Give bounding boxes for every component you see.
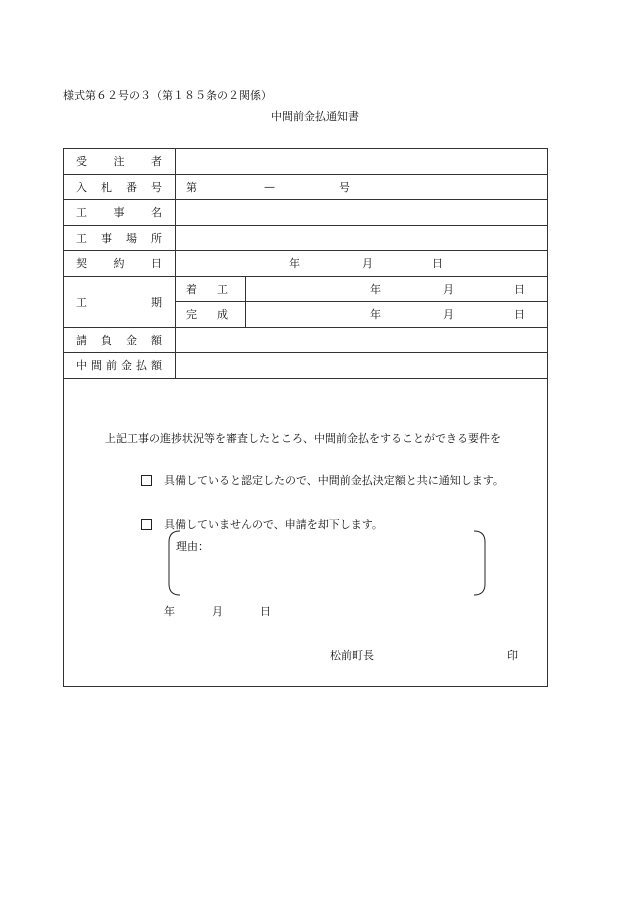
contractor-label: 受注者 xyxy=(64,149,176,175)
finish-label: 完成 xyxy=(176,302,246,328)
rejected-checkbox[interactable] xyxy=(141,519,152,530)
start-month: 月 xyxy=(443,282,454,296)
row-contract-amount xyxy=(64,327,548,353)
interim-amount-label: 中間前金払額 xyxy=(64,353,176,379)
contract-amount-value xyxy=(176,327,548,353)
contractor-value xyxy=(176,149,548,175)
work-name-value xyxy=(176,200,548,226)
interim-amount-value xyxy=(176,353,548,379)
reason-bracket xyxy=(168,530,486,596)
contract-date-label: 契約日 xyxy=(64,251,176,277)
notice-date-day: 日 xyxy=(260,605,271,618)
finish-month: 月 xyxy=(443,308,454,322)
document-title: 中間前金払通知書 xyxy=(271,110,359,123)
row-bid-number xyxy=(64,174,548,200)
contract-date-value xyxy=(176,251,548,277)
contract-year: 年 xyxy=(289,257,300,271)
work-place-value xyxy=(176,225,548,251)
bid-number-label: 入札番号 xyxy=(64,174,176,200)
option-rejected-text: 具備していませんので、申請を却下します。 xyxy=(164,518,383,531)
start-label: 着工 xyxy=(176,276,246,302)
option-approved xyxy=(141,472,504,488)
work-name-label: 工事名 xyxy=(64,200,176,226)
signer-name: 松前町長 xyxy=(330,649,374,662)
bid-number-dai: 第 xyxy=(186,180,197,194)
contract-month: 月 xyxy=(362,257,373,271)
bid-number-dash: — xyxy=(264,180,275,194)
finish-day: 日 xyxy=(514,308,525,322)
period-label: 工期 xyxy=(64,276,176,327)
notice-date-month: 月 xyxy=(212,605,223,618)
finish-date-value xyxy=(246,302,548,328)
row-work-place xyxy=(64,225,548,251)
start-date-value xyxy=(246,276,548,302)
seal-mark: 印 xyxy=(507,649,518,662)
row-work-name xyxy=(64,200,548,226)
notice-table xyxy=(63,148,548,379)
bid-number-go: 号 xyxy=(339,180,350,194)
form-number: 様式第６２号の３（第１８５条の２関係） xyxy=(63,89,272,102)
bid-number-value xyxy=(176,174,548,200)
intro-text: 上記工事の進捗状況等を審査したところ、中間前金払をすることができる要件を xyxy=(105,432,501,445)
finish-year: 年 xyxy=(370,308,381,322)
row-period-start xyxy=(64,276,548,302)
row-contractor xyxy=(64,149,548,175)
option-approved-text: 具備していると認定したので、中間前金払決定額と共に通知します。 xyxy=(164,474,504,487)
reason-label: 理由： xyxy=(176,540,209,553)
approved-checkbox[interactable] xyxy=(141,475,152,486)
row-interim-amount xyxy=(64,353,548,379)
start-year: 年 xyxy=(370,282,381,296)
work-place-label: 工事場所 xyxy=(64,225,176,251)
contract-amount-label: 請負金額 xyxy=(64,327,176,353)
row-contract-date xyxy=(64,251,548,277)
contract-day: 日 xyxy=(432,257,443,271)
reason-bracket-lines xyxy=(168,530,486,596)
notice-date-year: 年 xyxy=(164,605,175,618)
start-day: 日 xyxy=(514,282,525,296)
